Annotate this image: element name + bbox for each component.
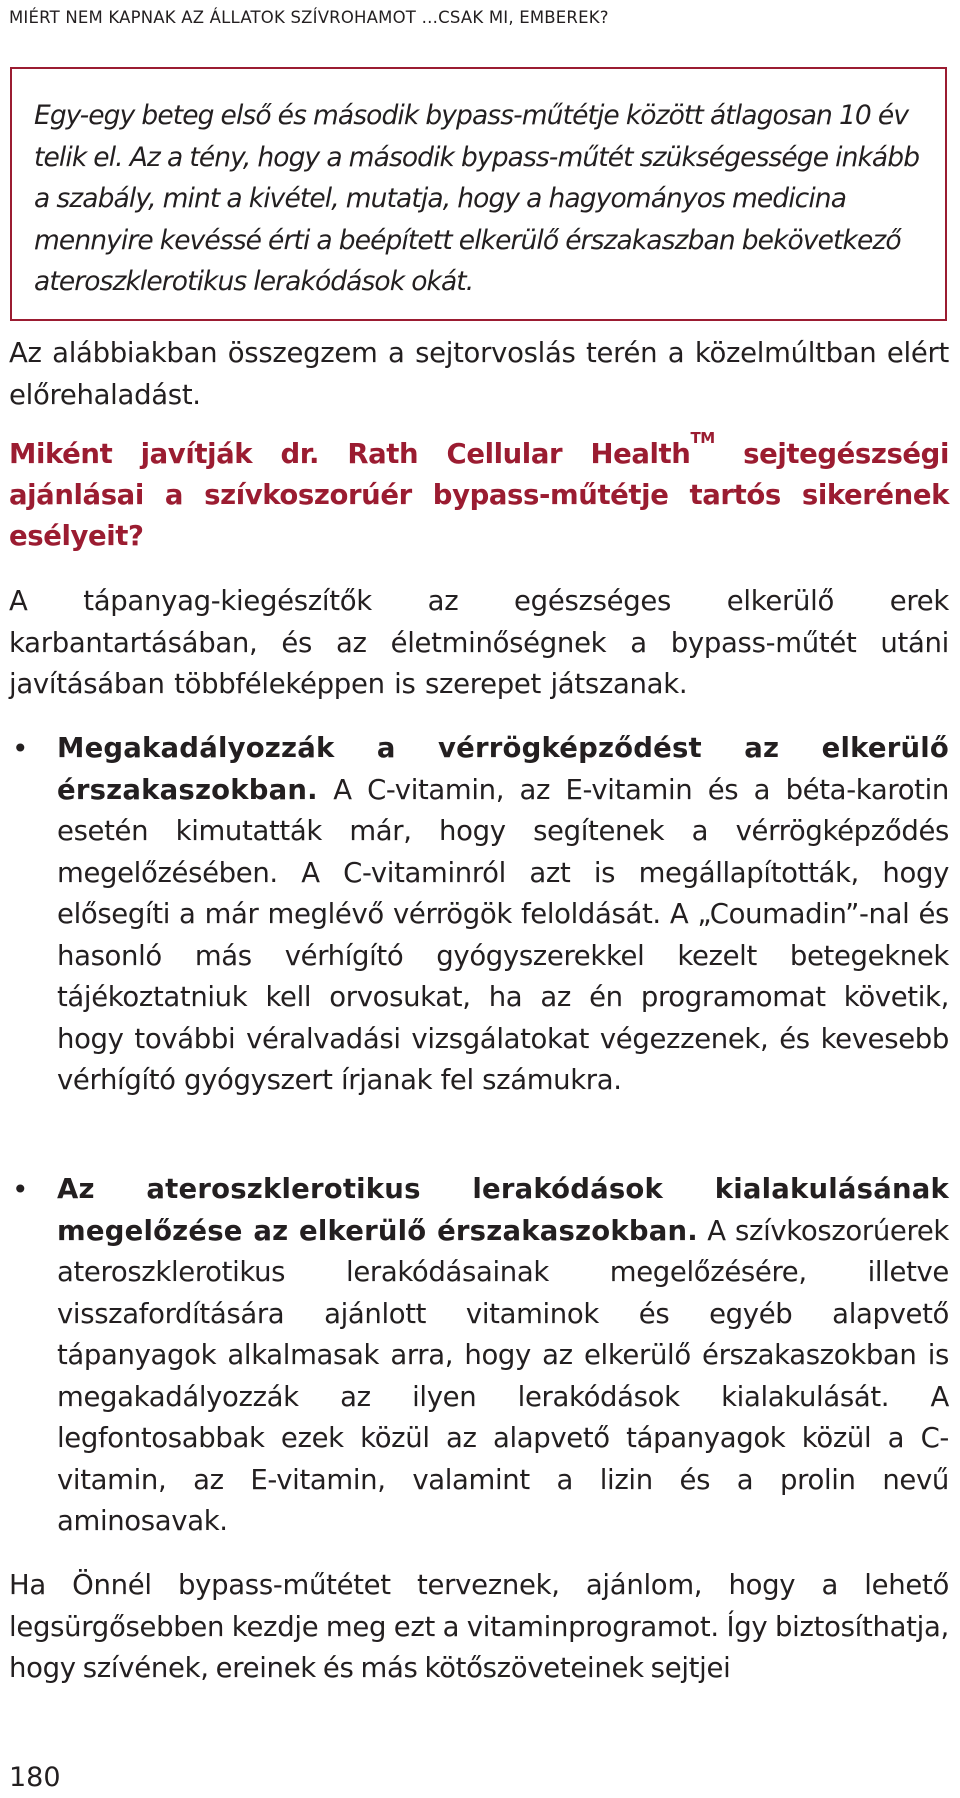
bullet-body: A szívkoszorúerek ateroszklerotikus lerakódásainak megelőzésére, illetve visszafordítására ajánlott vitaminok és egyéb alapvető tápanyagok alkalmasak arra, hogy az elkerülő érszakaszokban is megakadályozzák az ilyen lerakódások kialakulását. A legfontosabbak ezek közül az alapvető tápanyagok közül a C-vitamin, az E-vitamin, valamint a lizin és a prolin nevű aminosavak. [57, 1214, 949, 1537]
bullet-bold-lead: Az ateroszklerotikus lerakódások kialakulásának megelőzése az elkerülő érszakaszokban. [57, 1173, 949, 1247]
body-paragraph: A tápanyag-kiegészítők az egészséges elkerülő erek karbantartásában, és az életminőségnek a bypass-műtét utáni javításában többféleképpen is szerepet játszanak. [9, 585, 949, 700]
boxed-quote: Egy-egy beteg első és második bypass-műtétje között átlagosan 10 év telik el. Az a tény, hogy a második bypass-műtét szükségessége inkább a szabály, mint a kivétel, mutatja, hogy a hagyományos medicina mennyire kevéssé érti a beépített elkerülő érszakaszban bekövetkező ateroszklerotikus lerakódások okát. [10, 67, 947, 321]
bullet-marker: • [12, 1173, 29, 1206]
running-head: MIÉRT NEM KAPNAK AZ ÁLLATOK SZÍVROHAMOT …CSAK MI, EMBEREK? [9, 8, 609, 27]
page-number: 180 [9, 1762, 61, 1793]
intro-paragraph: Az alábbiakban összegzem a sejtorvoslás terén a közelmúltban elért előrehaladást. [9, 337, 949, 411]
section-heading-part1: Miként javítják dr. Rath Cellular Health [9, 438, 691, 470]
bullet-text [57, 1169, 949, 1543]
section-heading-part2: sejtegészségi ajánlásai a szívkoszorúér bypass-műtétje tartós sikerének esélyeit? [9, 438, 949, 552]
bullet-bold-lead: Megakadályozzák a vérrögképződést az elkerülő érszakaszokban. [57, 732, 949, 806]
closing-paragraph: Ha Önnél bypass-műtétet terveznek, ajánlom, hogy a lehető legsürgősebben kezdje meg ezt a vitaminprogramot. Így biztosíthatja, hogy szívének, ereinek és más kötőszöveteinek sejtjei [9, 1569, 949, 1684]
bullet-body: A C-vitamin, az E-vitamin és a béta-karotin esetén kimutatták már, hogy segítenek a vérrögképződés megelőzésében. A C-vitaminról azt is megállapították, hogy elősegíti a már meglévő vérrögök feloldását. A „Coumadin”-nal és hasonló más vérhígító gyógyszerekkel kezelt betegeknek tájékoztatniuk kell orvosukat, ha az én programomat követik, hogy további véralvadási vizsgálatokat végezzenek, és kevesebb vérhígító gyógyszert írjanak fel számukra. [57, 773, 949, 1096]
bullet-marker: • [12, 732, 29, 765]
trademark-mark: TM [690, 429, 715, 447]
section-heading [9, 429, 949, 557]
bullet-text [57, 728, 949, 1102]
